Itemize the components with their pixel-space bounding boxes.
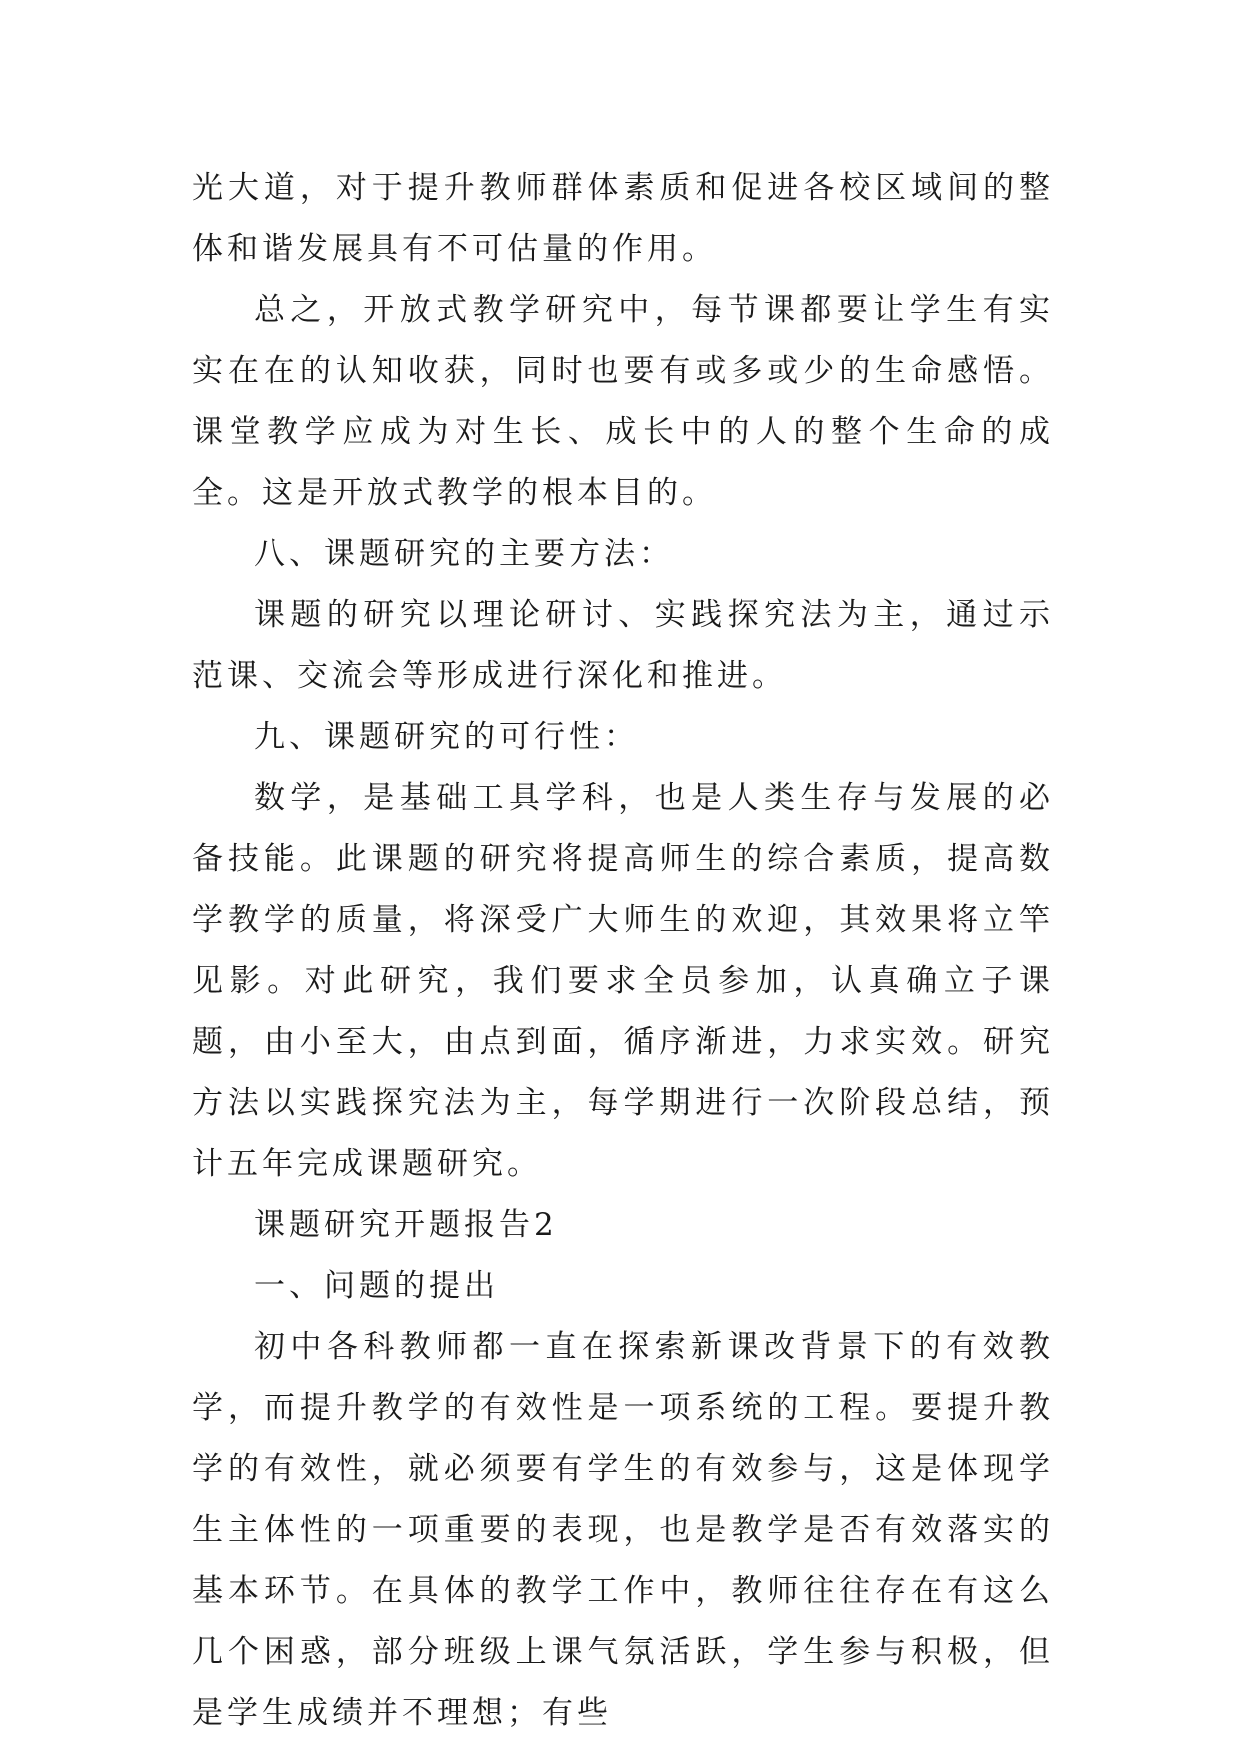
report-title: 课题研究开题报告2	[254, 1207, 558, 1243]
paragraph-continuation: 光大道，对于提升教师群体素质和促进各校区域间的整体和谐发展具有不可估量的作用。	[192, 170, 1054, 267]
paragraph-methods: 课题的研究以理论研讨、实践探究法为主，通过示范课、交流会等形成进行深化和推进。	[192, 597, 1054, 694]
paragraph-feasibility: 数学，是基础工具学科，也是人类生存与发展的必备技能。此课题的研究将提高师生的综合素质，提高数学教学的质量，将深受广大师生的欢迎，其效果将立竿见影。对此研究，我们要求全员参加，认真确立子课题，由小至大，由点到面，循序渐进，力求实效。研究方法以实践探究法为主，每学期进行一次阶段总结，预计五年完成课题研究。	[192, 780, 1054, 1182]
section-heading-problem: 一、问题的提出	[254, 1268, 499, 1304]
document-body	[192, 158, 1054, 1744]
section-heading-feasibility: 九、课题研究的可行性：	[254, 719, 639, 755]
paragraph-summary: 总之，开放式教学研究中，每节课都要让学生有实实在在的认知收获，同时也要有或多或少的生命感悟。课堂教学应成为对生长、成长中的人的整个生命的成全。这是开放式教学的根本目的。	[192, 292, 1054, 511]
section-heading-methods: 八、课题研究的主要方法：	[254, 536, 674, 572]
paragraph-problem: 初中各科教师都一直在探索新课改背景下的有效教学，而提升教学的有效性是一项系统的工程。要提升教学的有效性，就必须要有学生的有效参与，这是体现学生主体性的一项重要的表现，也是教学是否有效落实的基本环节。在具体的教学工作中，教师往往存在有这么几个困惑，部分班级上课气氛活跃，学生参与积极，但是学生成绩并不理想；有些	[192, 1329, 1054, 1731]
